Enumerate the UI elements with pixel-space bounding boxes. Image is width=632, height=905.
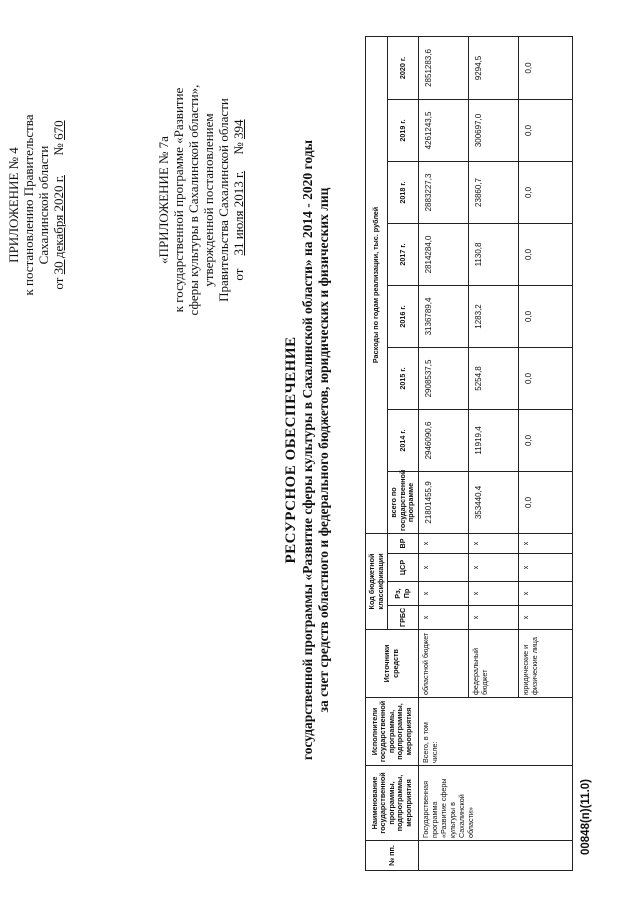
appendix-4-date-line — [51, 25, 66, 385]
header-year-2014: 2014 г. — [388, 409, 419, 471]
cell-2017: 1130,8 — [468, 223, 518, 285]
cell-rzpr: x — [468, 582, 518, 606]
header-year-2015: 2015 г. — [388, 347, 419, 409]
cell-executor: Всего, в том числе: — [418, 698, 572, 766]
appendix-7a-date-prefix: от — [231, 268, 246, 281]
cell-csr: x — [468, 554, 518, 582]
header-source: Источники средств — [366, 630, 419, 698]
cell-2015: 2908537,5 — [418, 347, 468, 409]
cell-total: 21801455,9 — [418, 471, 468, 533]
header-year-2020: 2020 г. — [388, 36, 419, 99]
header-year-2019: 2019 г. — [388, 99, 419, 161]
cell-2018: 23860,7 — [468, 161, 518, 223]
header-rzpr: Рз, Пр — [388, 582, 419, 606]
cell-source: областной бюджет — [418, 630, 468, 698]
document-subtitle-line1: государственной программы «Развитие сферы культуры в Сахалинской области» на 2014 - 2020 годы — [300, 139, 315, 761]
appendix-7a-date-line — [231, 20, 246, 380]
cell-total: 0,0 — [518, 471, 572, 533]
cell-program-name: Государственная программа «Развитие сферы культуры в Сахалинской области» — [418, 766, 572, 841]
cell-source: федеральный бюджет — [468, 630, 518, 698]
cell-rzpr: x — [518, 582, 572, 606]
cell-2016: 1283,2 — [468, 285, 518, 347]
appendix-4-title: ПРИЛОЖЕНИЕ № 4 — [6, 147, 21, 263]
cell-2020: 2851283,6 — [418, 36, 468, 99]
cell-2019: 300697,0 — [468, 99, 518, 161]
resource-table — [365, 36, 573, 871]
header-name: Наименование государственной программы, подпрограммы, мероприятия — [366, 766, 419, 841]
cell-2014: 2946090,6 — [418, 409, 468, 471]
cell-2020: 0,0 — [518, 36, 572, 99]
appendix-7a-line3: сферы культуры в Сахалинской области», — [186, 84, 201, 316]
header-total: всего по государственной программе — [388, 471, 419, 533]
header-num: № пп. — [366, 841, 419, 871]
cell-2015: 5254,8 — [468, 347, 518, 409]
document-title: РЕСУРСНОЕ ОБЕСПЕЧЕНИЕ — [283, 336, 299, 564]
header-csr: ЦСР — [388, 554, 419, 582]
cell-vr: x — [418, 533, 468, 553]
cell-2017: 0,0 — [518, 223, 572, 285]
appendix-7a-num-label: № — [231, 142, 246, 155]
cell-2019: 4261243,5 — [418, 99, 468, 161]
cell-2014: 11919,4 — [468, 409, 518, 471]
cell-vr: x — [518, 533, 572, 553]
appendix-4-number: 670 — [51, 120, 66, 140]
appendix-7a-line4: утвержденной постановлением — [201, 113, 216, 287]
cell-row-number — [418, 841, 572, 871]
appendix-7a-line5: Правительства Сахалинской области — [216, 98, 231, 302]
cell-2017: 2814284,0 — [418, 223, 468, 285]
appendix-4-line3: Сахалинской области — [36, 145, 51, 265]
cell-2019: 0,0 — [518, 99, 572, 161]
cell-2014: 0,0 — [518, 409, 572, 471]
cell-2016: 3136789,4 — [418, 285, 468, 347]
appendix-7a-title: «ПРИЛОЖЕНИЕ № 7а — [156, 136, 171, 264]
cell-grbs: x — [468, 606, 518, 630]
appendix-4-num-label: № — [51, 143, 66, 156]
cell-2016: 0,0 — [518, 285, 572, 347]
header-year-2018: 2018 г. — [388, 161, 419, 223]
appendix-7a-number: 394 — [231, 119, 246, 139]
table-row — [418, 36, 468, 870]
cell-2018: 2883227,3 — [418, 161, 468, 223]
appendix-4-date-prefix: от — [51, 277, 66, 290]
document-code: 00848(п)(11.0) — [580, 779, 592, 855]
appendix-7a-header — [156, 20, 246, 380]
cell-total: 353440,4 — [468, 471, 518, 533]
cell-2018: 0,0 — [518, 161, 572, 223]
cell-source: юридические и физические лица — [518, 630, 572, 698]
appendix-7a-date: 31 июля 2013 г. — [231, 170, 246, 256]
header-year-2017: 2017 г. — [388, 223, 419, 285]
resource-table-wrapper — [365, 36, 573, 871]
cell-rzpr: x — [418, 582, 468, 606]
document-title-block — [283, 35, 332, 865]
appendix-4-date: 30 декабря 2020 г. — [51, 175, 66, 275]
document-subtitle-line2: за счет средств областного и федерального бюджетов, юридических и физических лиц — [316, 187, 331, 713]
appendix-7a-line2: к государственной программе «Развитие — [171, 87, 186, 313]
cell-2015: 0,0 — [518, 347, 572, 409]
cell-csr: x — [518, 554, 572, 582]
appendix-4-header — [6, 25, 66, 385]
header-year-2016: 2016 г. — [388, 285, 419, 347]
cell-csr: x — [418, 554, 468, 582]
cell-vr: x — [468, 533, 518, 553]
header-budget-code: Код бюджетной классификации — [366, 533, 388, 629]
cell-grbs: x — [518, 606, 572, 630]
cell-2020: 9294,5 — [468, 36, 518, 99]
cell-grbs: x — [418, 606, 468, 630]
header-grbs: ГРБС — [388, 606, 419, 630]
header-vr: ВР — [388, 533, 419, 553]
header-expenses: Расходы по годам реализации, тыс. рублей — [366, 36, 388, 533]
appendix-4-line2: к постановлению Правительства — [21, 114, 36, 296]
header-executor: Исполнители государственной программы, подпрограммы, мероприятия — [366, 698, 419, 766]
